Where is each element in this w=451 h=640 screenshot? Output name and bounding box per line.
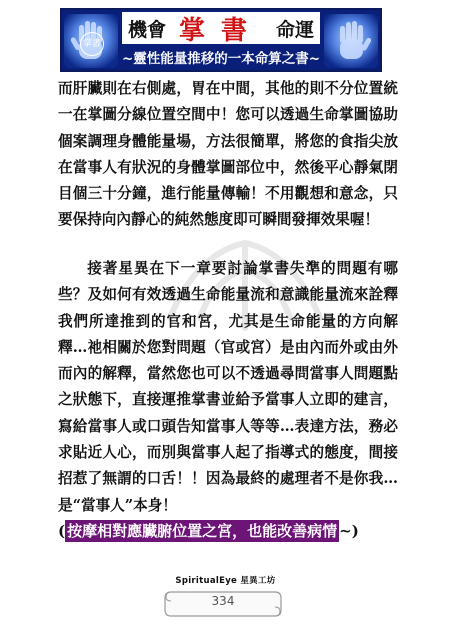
title-left: 機會: [128, 18, 167, 41]
body-paragraph-2: 接著星異在下一章要討論掌書失準的問題有哪些？及如何有效透過生命能量流和意識能量流來詮釋我們所達推到的官和宮，尤其是生命能量的方向解釋…祂相關於您對問題（官或宮）是由內而外或由外而內的解釋，當然您也可以不透過尋問當事人問題點之狀態下，直接運推掌書並給予當事人立即的建言，寫給當事人或口頭告知當事人等等…表達方法，務必求貼近人心，而別與當事人起了指導式的態度，間接招惹了無謂的口舌！！因為最終的處理者不是你我…是“當事人”本身！: [58, 260, 398, 514]
banner-title: [122, 12, 320, 44]
blue-hand-left-icon: [64, 14, 118, 68]
footer-brand: SpiritualEye 星異工坊: [175, 576, 276, 586]
banner-subtitle: ~靈性能量推移的一本命算之書~: [122, 51, 321, 67]
page-number: 334: [211, 594, 235, 608]
caption-open: (: [58, 522, 66, 540]
header-banner: [60, 8, 382, 72]
hand-seal: 掌書: [80, 32, 104, 56]
caption-close: ~): [339, 522, 359, 540]
title-right: 命運: [275, 18, 314, 41]
blue-hand-right-icon: [324, 14, 378, 68]
title-main: 掌書: [178, 15, 263, 46]
body-paragraph-1: 而肝臟則在右側處，胃在中間，其他的則不分位置統一在掌圖分線位置空間中！您可以透過生命掌圖協助個案調理身體能量場，方法很簡單，將您的食指尖放在當事人有狀況的身體掌圖部位中，然後平心靜氣閉目個三十分鐘，進行能量傳輸！不用觀想和意念，只要保持向內靜心的純然態度即可瞬間發揮效果喔！: [58, 80, 398, 229]
image-caption: [58, 520, 359, 541]
caption-highlight: 按摩相對應臟腑位置之宮，也能改善病情: [67, 522, 338, 540]
